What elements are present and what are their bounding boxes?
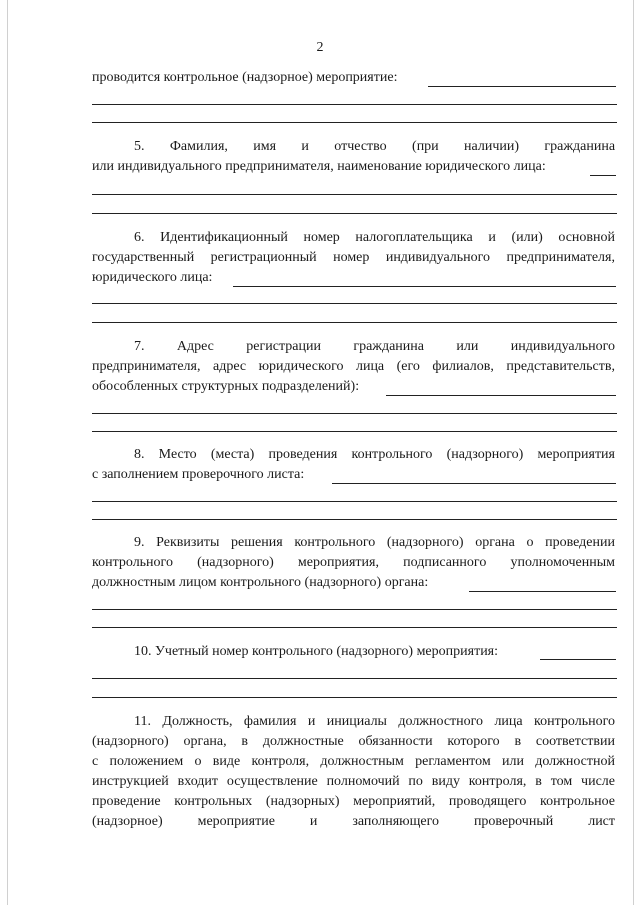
s5-line-1: 5. Фамилия, имя и отчество (при наличии) гражданина [134, 139, 616, 154]
s8-line-2: с заполнением проверочного листа: [92, 467, 305, 482]
s7-line-3: обособленных структурных подразделений): [92, 379, 360, 394]
fill-line [92, 122, 617, 123]
s11-line-4: инструкцией входит осуществление полномочий по виду контроля, в том числе [92, 774, 615, 789]
fill-line [92, 194, 617, 195]
fill-line [92, 627, 617, 628]
fill-line [92, 697, 617, 698]
s11-line-1: 11. Должность, фамилия и инициалы должностного лица контрольного [134, 714, 615, 729]
fill-line [92, 322, 617, 323]
fill-line [92, 678, 617, 679]
s7-line-1: 7. Адрес регистрации гражданина или индивидуального [134, 339, 615, 354]
s10-line-1: 10. Учетный номер контрольного (надзорного) мероприятия: [134, 644, 499, 659]
scan-edge [633, 0, 634, 905]
fill-line [92, 104, 617, 105]
s9-line-1: 9. Реквизиты решения контрольного (надзорного) органа о проведении [134, 535, 615, 550]
fill-line [469, 591, 616, 592]
fill-line [92, 501, 617, 502]
page-number: 2 [316, 40, 324, 55]
fill-line [386, 395, 616, 396]
s6-line-3: юридического лица: [92, 270, 213, 285]
s11-line-3: с положением о виде контроля, должностным регламентом или должностной [92, 754, 615, 769]
fill-line [540, 659, 616, 660]
fill-line [92, 519, 617, 520]
s9-line-2: контрольного (надзорного) мероприятия, подписанного уполномоченным [92, 555, 615, 570]
s4-line-1: проводится контрольное (надзорное) мероприятие: [92, 70, 398, 85]
fill-line [233, 286, 616, 287]
fill-line [92, 609, 617, 610]
s6-line-2: государственный регистрационный номер индивидуального предпринимателя, [92, 250, 615, 265]
s6-line-1: 6. Идентификационный номер налогоплательщика и (или) основной [134, 230, 615, 245]
fill-line [428, 86, 616, 87]
s8-line-1: 8. Место (места) проведения контрольного (надзорного) мероприятия [134, 447, 615, 462]
fill-line [92, 413, 617, 414]
s9-line-3: должностным лицом контрольного (надзорного) органа: [92, 575, 429, 590]
fill-line [92, 213, 617, 214]
s11-line-5: проведение контрольных (надзорных) мероприятий, проводящего контрольное [92, 794, 615, 809]
s11-line-6: (надзорное) мероприятие и заполняющего проверочный лист [92, 814, 616, 829]
s11-line-2: (надзорного) органа, в должностные обязанности которого в соответствии [92, 734, 615, 749]
fill-line [590, 175, 616, 176]
fill-line [92, 431, 617, 432]
fill-line [332, 483, 616, 484]
fill-line [92, 303, 617, 304]
s5-line-2: или индивидуального предпринимателя, наименование юридического лица: [92, 159, 546, 174]
s7-line-2: предпринимателя, адрес юридического лица (его филиалов, представительств, [92, 359, 615, 374]
scan-edge [7, 0, 8, 905]
